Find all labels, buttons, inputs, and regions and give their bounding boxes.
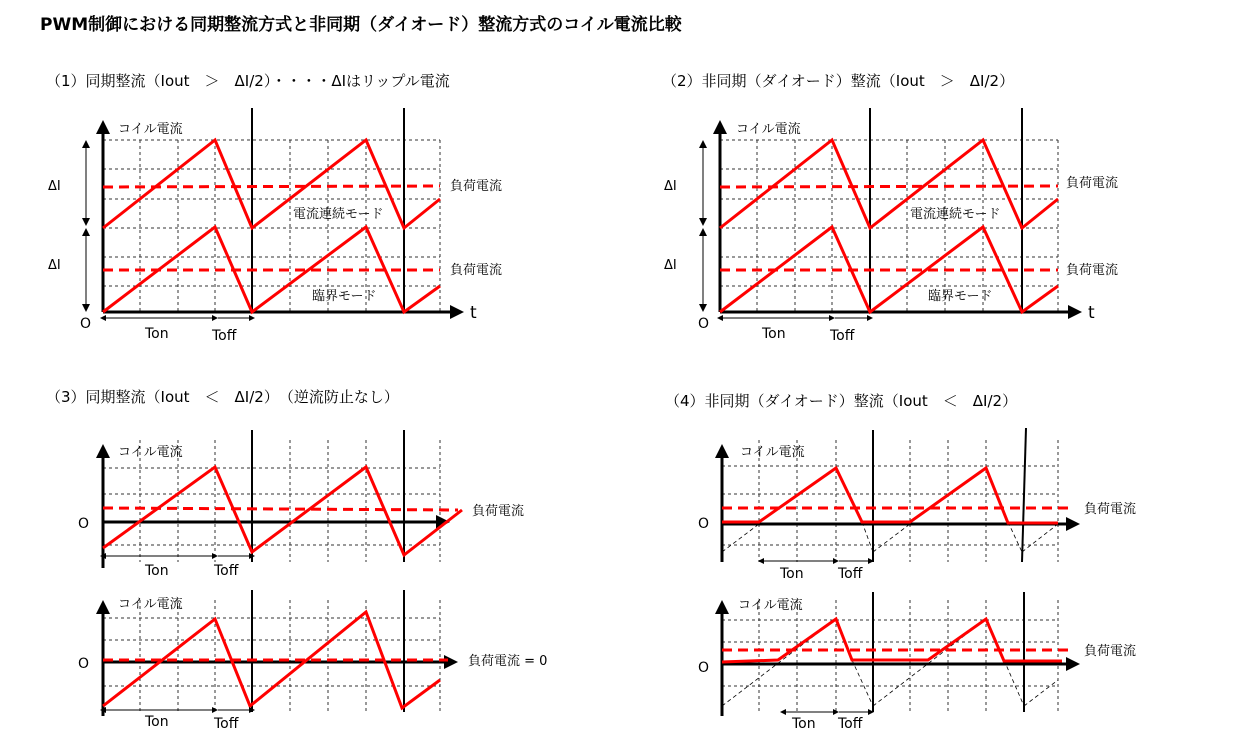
panel3-upper-load-current-label: 負荷電流 [472, 504, 525, 519]
panel4-lower-toff-label: Toff [838, 716, 863, 732]
panel2-time-label: t [1088, 303, 1095, 323]
panel1-ton-label: Ton [145, 326, 169, 342]
panel4-upper-waveform [722, 468, 1058, 523]
panel3-lower-coil-current-label: コイル電流 [118, 597, 183, 612]
dim-arrow-icon [758, 558, 764, 564]
panel3-upper-origin-label: O [78, 516, 90, 532]
panel3-upper-ton-label: Ton [145, 563, 169, 579]
panel2-title: （2）非同期（ダイオード）整流（Iout ＞ ΔI/2） [662, 72, 1015, 90]
panel1-coil-current-label: コイル電流 [118, 122, 183, 137]
panel2-toff-label: Toff [830, 328, 855, 344]
panel3-lower-ton-label: Ton [145, 714, 169, 730]
dim-arrow-icon [780, 709, 786, 715]
panel1-time-label: t [470, 303, 477, 323]
panel4-upper-ton-label: Ton [780, 566, 804, 582]
panel2-load-current-label-2: 負荷電流 [1066, 263, 1119, 278]
panel1-delta-i-label-2: ΔI [48, 258, 61, 273]
panel1-load-current-label-2: 負荷電流 [450, 263, 503, 278]
panel4-lower-load-current-label: 負荷電流 [1084, 644, 1137, 659]
panel4-lower-waveform [722, 619, 1062, 662]
panel4-upper-x-arrow-icon [1066, 517, 1080, 531]
panel3-lower-toff-label: Toff [214, 716, 239, 732]
panel2-delta-i-label-1: ΔI [664, 179, 677, 194]
panel4-upper-coil-current-label: コイル電流 [740, 445, 805, 460]
panel4-upper-origin-label: O [698, 516, 710, 532]
panel2-critical-mode-label: 臨界モード [928, 289, 993, 304]
panel1-critical-mode-label: 臨界モード [312, 289, 377, 304]
dim-arrow-icon [833, 558, 839, 564]
panel4-lower-origin-label: O [698, 660, 710, 676]
panel4-title: （4）非同期（ダイオード）整流（Iout ＜ ΔI/2） [665, 392, 1018, 410]
panel3-lower-load-current-zero-label: 負荷電流 = 0 [468, 654, 548, 669]
panel4-upper-load-current-label: 負荷電流 [1084, 502, 1137, 517]
page-title: PWM制御における同期整流方式と非同期（ダイオード）整流方式のコイル電流比較 [40, 15, 682, 35]
panel3-lower-origin-label: O [78, 656, 90, 672]
panel1-title: （1）同期整流（Iout ＞ ΔI/2）・・・・ΔIはリップル電流 [46, 72, 450, 90]
panel1-delta-i-label-1: ΔI [48, 179, 61, 194]
panel2-coil-current-label: コイル電流 [736, 122, 801, 137]
panel4-lower-y-arrow-icon [715, 600, 729, 614]
panel2-load-current-label-1: 負荷電流 [1066, 176, 1119, 191]
panel2-ton-label: Ton [762, 326, 786, 342]
panel3-title: （3）同期整流（Iout ＜ ΔI/2） （逆流防止なし） [46, 388, 399, 406]
panel1-toff-label: Toff [212, 328, 237, 344]
panel4-lower-coil-current-label: コイル電流 [738, 598, 803, 613]
panel3-upper-toff-label: Toff [214, 563, 239, 579]
panel2-origin-label: O [698, 316, 710, 332]
panel2-continuous-mode-label: 電流連続モード [910, 207, 1001, 222]
panel4-upper-y-arrow-icon [715, 444, 729, 458]
panel4-lower-ton-label: Ton [792, 716, 816, 732]
panel4-lower-x-arrow-icon [1066, 657, 1080, 671]
panel1-origin-label: O [80, 316, 92, 332]
panel4-lower-grid [722, 600, 1058, 712]
panel1-continuous-mode-label: 電流連続モード [293, 207, 384, 222]
panel1-load-current-label-1: 負荷電流 [450, 179, 503, 194]
panel3-upper-coil-current-label: コイル電流 [118, 445, 183, 460]
panel4-upper-toff-label: Toff [838, 566, 863, 582]
panel2-delta-i-label-2: ΔI [664, 258, 677, 273]
